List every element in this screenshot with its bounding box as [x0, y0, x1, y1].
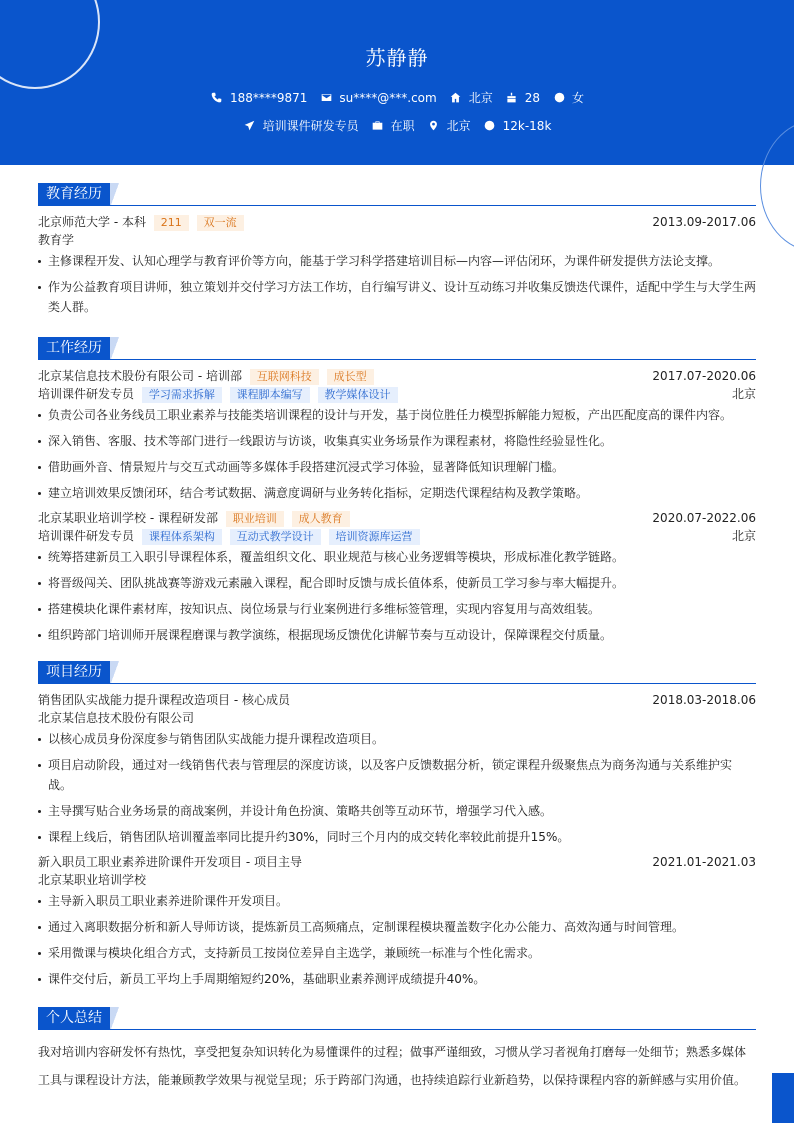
list-item: 主导撰写贴合业务场景的商战案例，并设计角色扮演、策略共创等互动环节，增强学习代入感。 [38, 801, 756, 821]
work-section [38, 337, 756, 651]
list-item: 课件交付后，新员工平均上手周期缩短约20%，基础职业素养测评成绩提升40%。 [38, 969, 756, 989]
school-line: 北京师范大学 - 本科 [38, 215, 146, 229]
work-header [38, 509, 756, 527]
major: 教育学 [38, 233, 75, 247]
date: 2013.09-2017.06 [652, 215, 756, 229]
target-job-value: 培训课件研发专员 [262, 119, 359, 133]
project-org: 北京某信息技术股份有限公司 [38, 711, 195, 725]
list-item: 以核心成员身份深度参与销售团队实战能力提升课程改造项目。 [38, 729, 756, 749]
age-item [505, 91, 540, 105]
status-value: 在职 [390, 119, 415, 133]
job-intention-row [0, 117, 794, 134]
bullet-list [38, 729, 756, 847]
section-title [38, 183, 756, 206]
list-item: 建立培训效果反馈闭环，结合考试数据、满意度调研与业务转化指标，定期迭代课程结构及教学策略。 [38, 483, 756, 503]
company-line: 北京某信息技术股份有限公司 - 培训部 [38, 369, 242, 383]
list-item: 负责公司各业务线员工职业素养与技能类培训课程的设计与开发，基于岗位胜任力模型拆解能力短板，产出匹配度高的课件内容。 [38, 405, 756, 425]
date: 2021.01-2021.03 [652, 855, 756, 869]
tag: 211 [154, 215, 189, 231]
date: 2020.07-2022.06 [652, 511, 756, 525]
target-city-value: 北京 [446, 119, 471, 133]
status-item [371, 117, 415, 134]
summary-text: 我对培训内容研发怀有热忱，享受把复杂知识转化为易懂课件的过程；做事严谨细致，习惯从学习者视角打磨每一处细节；熟悉多媒体工具与课程设计方法，能兼顾教学效果与视觉呈现；乐于跨部门沟通，也持续追踪行业新趋势，以保持课程内容的新鲜感与实用价值。 [38, 1045, 747, 1087]
section-tail [110, 1007, 120, 1029]
tag: 教学媒体设计 [318, 387, 398, 403]
tag: 成人教育 [292, 511, 350, 527]
candidate-name: 苏静静 [365, 46, 429, 70]
gender-icon [552, 91, 566, 105]
section-tail [110, 661, 120, 683]
project-header [38, 853, 756, 871]
email-item [319, 91, 436, 105]
tag: 双一流 [197, 215, 244, 231]
list-item: 组织跨部门培训师开展课程磨课与教学演练，根据现场反馈优化讲解节奏与互动设计，保障课程交付质量。 [38, 625, 756, 645]
position: 培训课件研发专员 [38, 387, 135, 401]
project-header [38, 691, 756, 709]
phone-item [210, 91, 307, 105]
list-item: 作为公益教育项目讲师，独立策划并交付学习方法工作坊，自行编写讲义、设计互动练习并收集反馈迭代课件，适配中学生与大学生两类人群。 [38, 277, 756, 317]
project-title: 新入职员工职业素养进阶课件开发项目 - 项目主导 [38, 855, 302, 869]
email-value: su****@***.com [339, 90, 437, 105]
header [0, 0, 794, 165]
list-item: 借助画外音、情景短片与交互式动画等多媒体手段搭建沉浸式学习体验，显著降低知识理解门槛。 [38, 457, 756, 477]
date: 2018.03-2018.06 [652, 693, 756, 707]
salary-value: 12k-18k [502, 118, 552, 133]
tag: 职业培训 [226, 511, 284, 527]
list-item: 项目启动阶段，通过对一线销售代表与管理层的深度访谈，以及客户反馈数据分析，锁定课程升级聚焦点为商务沟通与关系维护实战。 [38, 755, 756, 795]
tag: 学习需求拆解 [142, 387, 222, 403]
city-item [449, 89, 493, 106]
section-label: 工作经历 [38, 337, 110, 359]
phone-icon [210, 91, 224, 105]
education-header [38, 213, 756, 231]
project-section [38, 661, 756, 995]
bullet-list [38, 891, 756, 989]
tag: 互动式教学设计 [230, 529, 321, 545]
location: 北京 [731, 387, 756, 401]
list-item: 主导新入职员工职业素养进阶课件开发项目。 [38, 891, 756, 911]
location: 北京 [731, 529, 756, 543]
summary-section [38, 1007, 756, 1094]
home-icon [449, 91, 463, 105]
list-item: 将晋级闯关、团队挑战赛等游戏元素融入课程，配合即时反馈与成长值体系，使新员工学习参与率大幅提升。 [38, 573, 756, 593]
cake-icon [505, 91, 519, 105]
section-label: 个人总结 [38, 1007, 110, 1029]
education-section [38, 183, 756, 323]
bullet-list [38, 251, 756, 317]
list-item: 深入销售、客服、技术等部门进行一线跟访与访谈，收集真实业务场景作为课程素材，将隐性经验显性化。 [38, 431, 756, 451]
location-icon [427, 119, 441, 133]
section-tail [110, 183, 120, 205]
tag: 课程脚本编写 [230, 387, 310, 403]
money-icon [483, 119, 497, 133]
list-item: 采用微课与模块化组合方式，支持新员工按岗位差异自主选学，兼顾统一标准与个性化需求。 [38, 943, 756, 963]
section-label: 教育经历 [38, 183, 110, 205]
tag: 互联网科技 [250, 369, 319, 385]
decorative-corner-block [772, 1073, 794, 1123]
date: 2017.07-2020.06 [652, 369, 756, 383]
gender-item [552, 89, 584, 106]
city-value: 北京 [468, 91, 493, 105]
list-item: 主修课程开发、认知心理学与教育评价等方向，能基于学习科学搭建培训目标—内容—评估闭环，为课件研发提供方法论支撑。 [38, 251, 756, 271]
list-item: 搭建模块化课件素材库，按知识点、岗位场景与行业案例进行多维标签管理，实现内容复用与高效组装。 [38, 599, 756, 619]
section-tail [110, 337, 120, 359]
target-job-item [243, 117, 359, 134]
tag: 成长型 [327, 369, 374, 385]
age-value: 28 [524, 90, 541, 105]
gender-value: 女 [572, 91, 585, 105]
section-title [38, 661, 756, 684]
salary-item [483, 119, 552, 133]
company-line: 北京某职业培训学校 - 课程研发部 [38, 511, 218, 525]
bullet-list [38, 547, 756, 645]
contact-row [0, 89, 794, 106]
work-header [38, 367, 756, 385]
position-row [38, 527, 756, 545]
project-org: 北京某职业培训学校 [38, 873, 147, 887]
send-icon [243, 119, 257, 133]
tag: 培训资源库运营 [329, 529, 420, 545]
section-title [38, 1007, 756, 1030]
tag: 课程体系架构 [142, 529, 222, 545]
position: 培训课件研发专员 [38, 529, 135, 543]
list-item: 统筹搭建新员工入职引导课程体系，覆盖组织文化、职业规范与核心业务逻辑等模块，形成标准化教学链路。 [38, 547, 756, 567]
list-item: 通过入离职数据分析和新人导师访谈，提炼新员工高频痛点，定制课程模块覆盖数字化办公能力、高效沟通与时间管理。 [38, 917, 756, 937]
section-title [38, 337, 756, 360]
project-title: 销售团队实战能力提升课程改造项目 - 核心成员 [38, 693, 290, 707]
phone-value: 188****9871 [229, 90, 308, 105]
briefcase-icon [371, 119, 385, 133]
bullet-list [38, 405, 756, 503]
list-item: 课程上线后，销售团队培训覆盖率同比提升约30%，同时三个月内的成交转化率较此前提升15%。 [38, 827, 756, 847]
target-city-item [427, 117, 471, 134]
section-label: 项目经历 [38, 661, 110, 683]
mail-icon [319, 91, 333, 105]
position-row [38, 385, 756, 403]
